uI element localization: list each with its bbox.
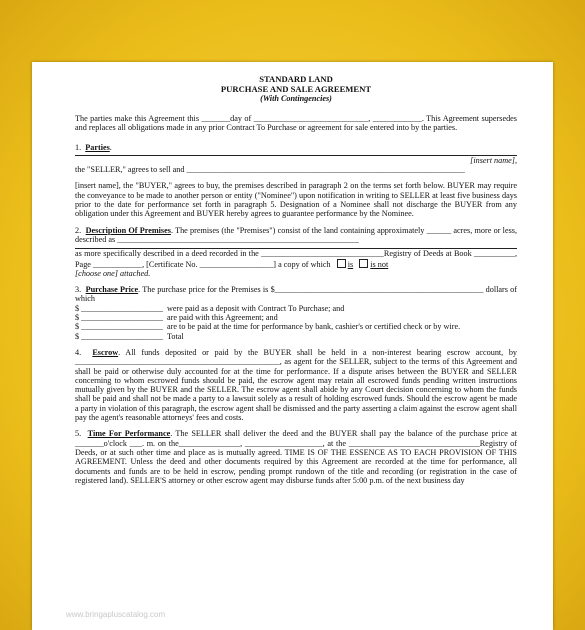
section-1-body: [insert name], the "BUYER," agrees to buy, the premises described in paragraph 2 on the terms set forth below. BUYER may require the conveyance to be made to another person or entity ("Nominee") upon notification in writing to SELLER at least five business days prior to the date for performance set forth in paragraph 5. Designation of a Nominee shall not discharge the BUYER from any obligation under this Agreement and BUYER hereby agrees to guarantee performance by the Nominee. (75, 181, 517, 219)
section-1-title: Parties (85, 142, 110, 152)
is-checkbox[interactable] (337, 259, 346, 268)
section-2-title: Description Of Premises (85, 225, 171, 235)
seller-line: the "SELLER," agrees to sell and ____________________________________________________________________ (75, 165, 465, 175)
subtitle: (With Contingencies) (260, 94, 332, 103)
section-4-title: Escrow (92, 347, 119, 357)
title-line-2: PURCHASE AND SALE AGREEMENT (220, 84, 372, 94)
watermark-text: www.bringapluscatalog.com (66, 610, 166, 619)
intro-paragraph: The parties make this Agreement this _______day of ____________________________, ____________. This Agreement supersedes and replaces all obligations made in any prior Contract To Purchase or agreement for sale entered into by the parties. (75, 114, 517, 133)
insert-name-1: [insert name], (470, 155, 517, 165)
section-1-heading: 1. Parties. (75, 142, 112, 152)
choose-one: [choose one] attached. (75, 268, 151, 278)
section-2-paragraph: 2. Description Of Premises. The premises (the "Premises") consist of the land containing approximately ______ acres, more or less, described as ___________________________________________________________ (75, 225, 517, 244)
is-not-checkbox[interactable] (359, 259, 368, 268)
section-5-title: Time For Performance (87, 429, 171, 439)
title-line-1: STANDARD LAND (259, 74, 333, 84)
payment-row: $ ____________________ Total (75, 331, 184, 341)
section-5-paragraph: 5. Time For Performance. The SELLER shall deliver the deed and the BUYER shall pay the balance of the purchase price at _______o'clock ___. m. on the_______________, ___________________, at the ________________________________Registry of Deeds, or at such other time and place as is mutually agreed. TIME IS OF THE ESSENCE AS TO EACH PROVISION OF THIS AGREEMENT. Unless the deed and other documents required by this Agreement are recorded at the time for performance, all documents and funds are to be held in escrow, pending prompt rundown of the title and recording (or registration in the case of registered land). SELLER'S attorney or other escrow agent may disburse funds after 5:00 p.m. of the next business day (75, 429, 517, 485)
agreement-text (75, 74, 517, 485)
section-4-paragraph: 4. Escrow. All funds deposited or paid by the BUYER shall be held in a non-interest bearing escrow account, by __________________________________________________, as agent for the SELLER, subject to the terms of this Agreement and shall be paid or otherwise duly accounted for at the time for performance. If a dispute arises between the BUYER and SELLER concerning to whom escrowed funds should be paid, the escrow agent may retain all escrowed funds pending written instructions mutually given by the BUYER and the SELLER. The escrow agent shall abide by any Court decision concerning to whom the funds shall be paid and shall not be made a party to a lawsuit solely as a result of holding escrowed funds. Should the escrow agent be made a party in violation of this paragraph, the escrow agent shall be dismissed and the party asserting a claim against the escrow agent shall pay the agent's reasonable attorneys' fees and costs. (75, 347, 518, 423)
deed-reference: as more specifically described in a deed recorded in the ______________________________Registry of Deeds at Book __________, Page ____________, [Certificate No. __________________] a copy of which is is not (75, 249, 517, 269)
document-page (32, 62, 553, 630)
section-3-paragraph: 3. Purchase Price. The purchase price for the Premises is $___________________________________________________ dollars of which (75, 285, 518, 304)
payment-row: $ ____________________ are paid with this Agreement; and (75, 313, 278, 323)
payment-row: $ ____________________ were paid as a deposit with Contract To Purchase; and (75, 303, 345, 313)
payment-row: $ ____________________ are to be paid at the time for performance by bank, cashier's or certified check or by wire. (75, 322, 461, 332)
section-3-title: Purchase Price (85, 285, 139, 295)
